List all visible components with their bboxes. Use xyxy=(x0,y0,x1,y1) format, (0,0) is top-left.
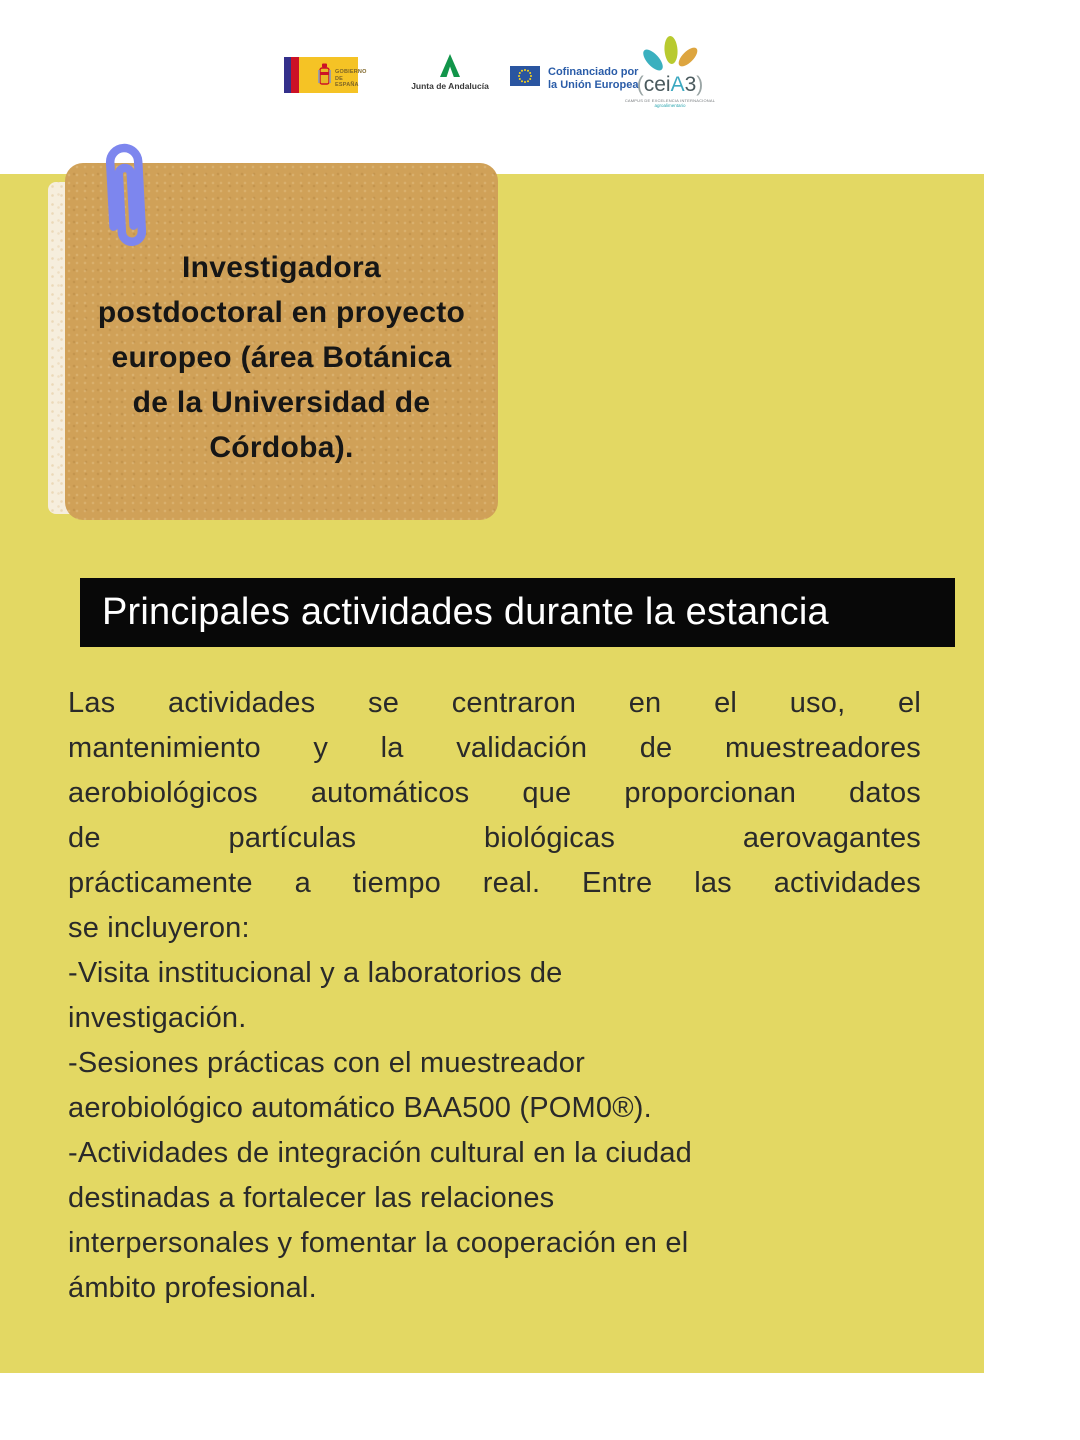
ceia3-subtitle: CAMPUS DE EXCELENCIA INTERNACIONAL xyxy=(624,98,716,103)
ceia3-subtitle-2: agroalimentario xyxy=(654,103,686,108)
ceia3-paren-close: ) xyxy=(696,73,704,96)
paperclip-icon xyxy=(94,133,158,261)
ceia3-wordmark xyxy=(620,74,720,96)
text-line: europeo (área Botánica xyxy=(111,341,452,374)
body-paragraph xyxy=(68,681,921,951)
text-line: mantenimiento y la validación de muestreadores xyxy=(68,732,921,764)
eu-cofinanciado-label: Cofinanciado por la Unión Europea xyxy=(548,66,639,91)
junta-andalucia-label: Junta de Andalucía xyxy=(411,81,489,91)
text-line: se incluyeron: xyxy=(68,912,250,944)
eu-flag-icon xyxy=(510,66,540,86)
junta-andalucia-logo xyxy=(408,53,492,91)
text-line: de la Universidad de xyxy=(132,386,431,419)
text-line: investigación. xyxy=(68,1002,247,1034)
ceia3-three-text: 3 xyxy=(684,73,697,96)
text-line: -Actividades de integración cultural en la ciudad xyxy=(68,1137,692,1169)
text-line: destinadas a fortalecer las relaciones xyxy=(68,1182,555,1214)
ceia3-cei-text: cei xyxy=(643,73,671,96)
text-line: prácticamente a tiempo real. Entre las actividades xyxy=(68,867,921,899)
text-line: interpersonales y fomentar la cooperación en el xyxy=(68,1227,689,1259)
logo-strip xyxy=(0,0,1080,174)
text-line: Córdoba). xyxy=(209,431,354,464)
section-header-banner xyxy=(80,578,955,647)
text-line: ámbito profesional. xyxy=(68,1272,317,1304)
text-line: postdoctoral en proyecto xyxy=(97,296,466,329)
text-line: aerobiológicos automáticos que proporcionan datos xyxy=(68,777,921,809)
text-line: de partículas biológicas aerovagantes xyxy=(68,822,921,854)
text-line: -Visita institucional y a laboratorios de xyxy=(68,957,563,989)
gobierno-espana-label: GOBIERNO DE ESPAÑA xyxy=(335,69,367,88)
ceia3-leaves-icon xyxy=(636,36,704,76)
text-line: Investigadora xyxy=(182,251,381,284)
ceia3-logo xyxy=(620,36,720,108)
body-bullet-list xyxy=(68,951,921,1311)
text-line: aerobiológico automático BAA500 (POM0®). xyxy=(68,1092,652,1124)
text-line: -Sesiones prácticas con el muestreador xyxy=(68,1047,585,1079)
ceia3-a-text: A xyxy=(670,73,685,96)
spain-crest-icon xyxy=(318,62,331,88)
ceia3-paren-open: ( xyxy=(636,73,644,96)
gobierno-espana-logo xyxy=(284,57,367,93)
spain-flag-red-stripe xyxy=(291,57,299,93)
section-header-text: Principales actividades durante la estancia xyxy=(102,591,829,633)
junta-a-icon xyxy=(438,53,462,78)
spain-flag-navy-stripe xyxy=(284,57,291,93)
body-text xyxy=(68,681,921,1311)
text-line: Las actividades se centraron en el uso, el xyxy=(68,687,921,719)
